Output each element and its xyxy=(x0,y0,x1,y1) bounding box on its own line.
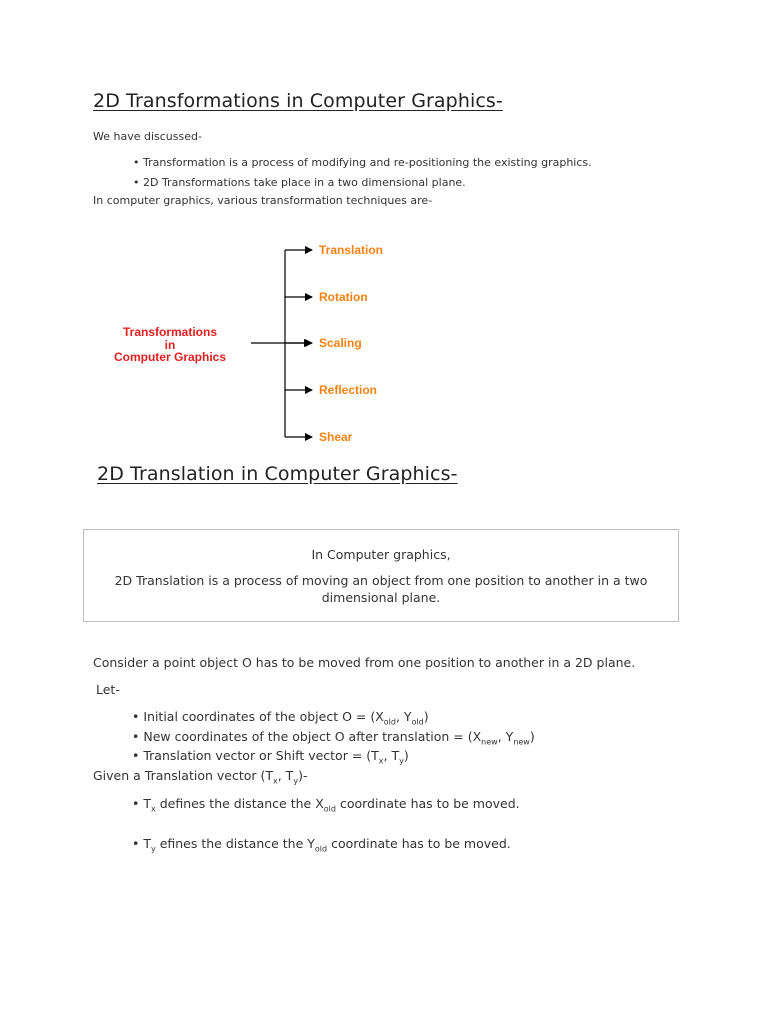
branch-translation: Translation xyxy=(319,243,384,257)
definition-line-3: dimensional plane. xyxy=(321,590,441,605)
transformations-diagram xyxy=(80,230,500,455)
root-node xyxy=(90,326,250,364)
definition-line-2: 2D Translation is a process of moving an object from one position to another in a two xyxy=(114,573,648,588)
bullet-2d-plane: • 2D Transformations take place in a two dimensional plane. xyxy=(133,176,466,189)
branch-scaling: Scaling xyxy=(319,336,362,350)
bullet-ty-definition: • $T_y$ efines the distance the $Y_{old}$ coordinate has to be moved. xyxy=(132,836,511,854)
intro-text: We have discussed- xyxy=(93,130,202,143)
root-line-3: Computer Graphics xyxy=(113,350,227,364)
definition-line-1: In Computer graphics, xyxy=(311,547,451,562)
bullet-translation-vector: • Translation vector or Shift vector = ($T_x$, $T_y$) xyxy=(132,748,409,766)
bullet-initial-coordinates: • Initial coordinates of the object $O = (X_{old}$, $Y_{old}$) xyxy=(132,709,429,727)
branch-rotation: Rotation xyxy=(319,290,368,304)
lead-text: In computer graphics, various transformation techniques are- xyxy=(93,194,433,207)
given-text: Given a Translation vector ($T_x$, $T_y)-$ xyxy=(93,768,308,786)
bullet-tx-definition: • $T_x$ defines the distance the $X_{old}$ coordinate has to be moved. xyxy=(132,796,520,814)
definition-box xyxy=(83,529,679,622)
section-title-translation: 2D Translation in Computer Graphics- xyxy=(97,463,458,485)
bullet-new-coordinates: • New coordinates of the object O after translation = ($X_{new}$, $Y_{new}$) xyxy=(132,729,535,747)
let-text: Let- xyxy=(96,682,120,697)
branch-reflection: Reflection xyxy=(319,383,378,397)
bullet-transformation: • Transformation is a process of modifying and re-positioning the existing graphics. xyxy=(133,156,592,169)
branch-shear: Shear xyxy=(319,430,353,444)
root-line-1: Transformations xyxy=(122,325,218,339)
section-title-transformations: 2D Transformations in Computer Graphics- xyxy=(93,90,503,112)
root-line-2: in xyxy=(164,337,176,352)
consider-text: Consider a point object O has to be moved from one position to another in a 2D plane. xyxy=(93,655,636,670)
